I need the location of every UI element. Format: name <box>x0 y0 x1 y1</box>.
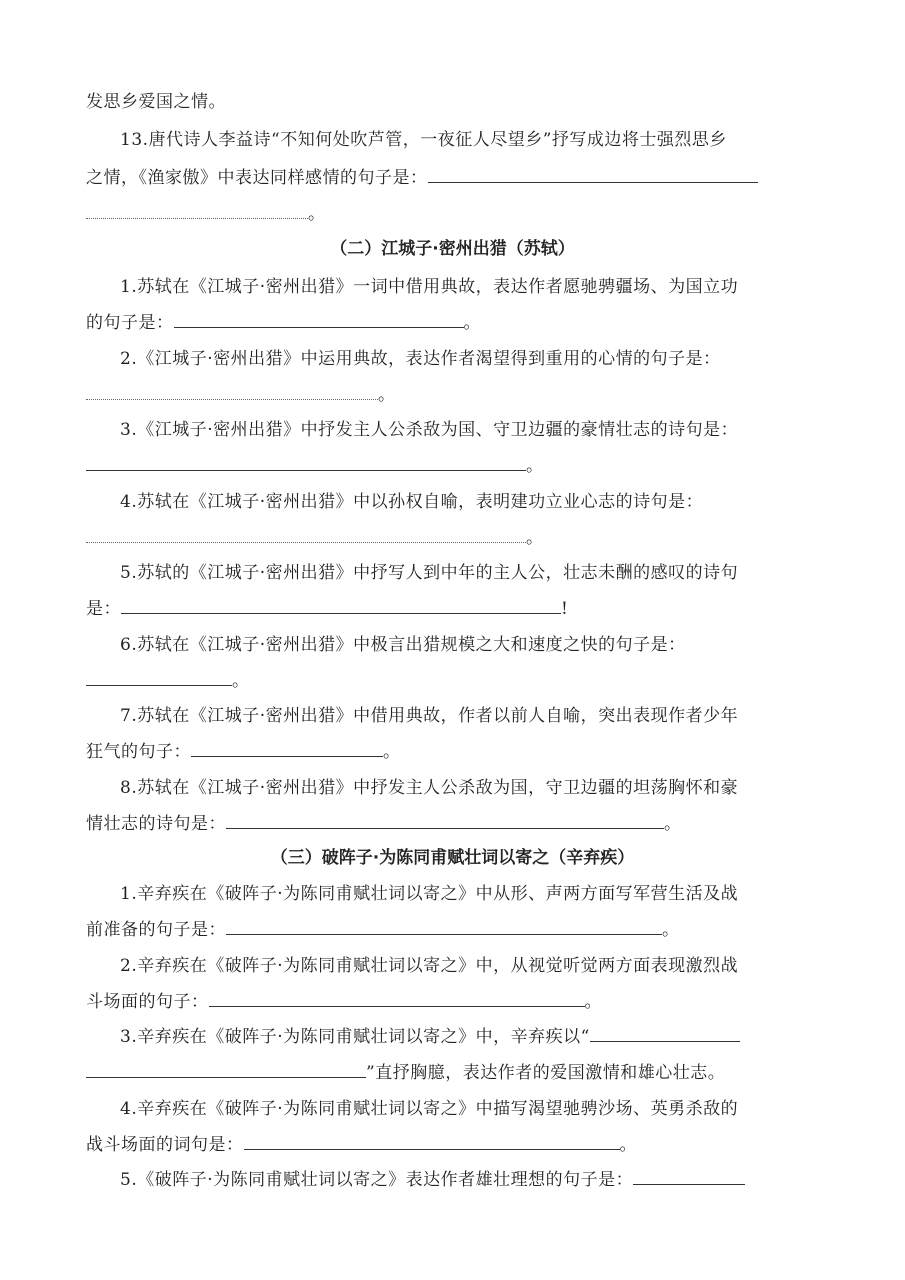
s2-q6-answer-blank[interactable] <box>86 671 232 686</box>
s3-q4-answer-blank[interactable] <box>244 1135 620 1150</box>
s2-q5-answer-blank[interactable] <box>121 599 561 614</box>
s2-q7-line2: 狂气的句子： 。 <box>86 742 401 762</box>
section3-heading: （三）破阵子·为陈同甫赋壮词以寄之（辛弃疾） <box>270 848 635 868</box>
s3-q5-answer-blank[interactable] <box>633 1170 745 1185</box>
s3-q1-answer-blank[interactable] <box>226 920 662 935</box>
s2-q8-answer-blank[interactable] <box>226 814 664 829</box>
s3-q4-line1: 4.辛弃疾在《破阵子·为陈同甫赋壮词以寄之》中描写渴望驰骋沙场、英勇杀敌的 <box>120 1099 739 1119</box>
q13-line1: 13.唐代诗人李益诗“不知何处吹芦管，一夜征人尽望乡”抒写成边将士强烈思乡 <box>120 130 727 150</box>
s2-q2-line2: 。 <box>86 383 396 407</box>
s2-q6-line2: 。 <box>86 669 250 693</box>
s2-q4-line1: 4.苏轼在《江城子·密州出猎》中以孙权自喻，表明建功立业心志的诗句是： <box>120 492 704 512</box>
s3-q4-line2: 战斗场面的词句是： 。 <box>86 1135 637 1155</box>
s2-q4-line2: 。 <box>86 526 544 550</box>
s2-q3-answer-blank[interactable] <box>86 456 526 471</box>
q13-answer-blank[interactable] <box>428 168 758 183</box>
s2-q5-line2: 是： ! <box>86 599 569 619</box>
s3-q3-line1: 3.辛弃疾在《破阵子·为陈同甫赋壮词以寄之》中，辛弃疾以“ <box>120 1025 740 1049</box>
s3-q2-line2: 斗场面的句子： 。 <box>86 992 602 1012</box>
s3-q2-answer-blank[interactable] <box>209 992 585 1007</box>
s2-q2-line1: 2.《江城子·密州出猎》中运用典故，表达作者渴望得到重用的心情的句子是： <box>120 349 721 369</box>
s3-q3-answer-blank[interactable] <box>590 1027 740 1042</box>
s2-q1-answer-blank[interactable] <box>174 313 464 328</box>
s3-q2-line1: 2.辛弃疾在《破阵子·为陈同甫赋壮词以寄之》中，从视觉听觉两方面表现激烈战 <box>120 956 739 976</box>
s3-q1-line1: 1.辛弃疾在《破阵子·为陈同甫赋壮词以寄之》中从形、声两方面写军营生活及战 <box>120 884 739 904</box>
s3-q1-line2: 前准备的句子是： 。 <box>86 920 680 940</box>
s3-q3-line2: ”直抒胸臆，表达作者的爱国激情和雄心壮志。 <box>86 1061 725 1085</box>
s2-q6-line1: 6.苏轼在《江城子·密州出猎》中极言出猎规模之大和速度之快的句子是： <box>120 635 686 655</box>
s2-q8-line1: 8.苏轼在《江城子·密州出猎》中抒发主人公杀敌为国，守卫边疆的坦荡胸怀和豪 <box>120 778 739 798</box>
s2-q5-line1: 5.苏轼的《江城子·密州出猎》中抒写人到中年的主人公，壮志未酬的感叹的诗句 <box>120 563 739 583</box>
s2-q8-line2: 情壮志的诗句是： 。 <box>86 814 682 834</box>
section2-heading: （二）江城子·密州出猎（苏轼） <box>330 239 575 259</box>
s2-q4-answer-blank[interactable] <box>86 528 526 543</box>
s2-q3-line1: 3.《江城子·密州出猎》中抒发主人公杀敌为国、守卫边疆的豪情壮志的诗句是： <box>120 420 739 440</box>
s2-q7-line1: 7.苏轼在《江城子·密州出猎》中借用典故，作者以前人自喻，突出表现作者少年 <box>120 706 739 726</box>
intro-end-text: 发思乡爱国之情。 <box>86 92 226 112</box>
s2-q3-line2: 。 <box>86 454 544 478</box>
s2-q1-line1: 1.苏轼在《江城子·密州出猎》一词中借用典故，表达作者愿驰骋疆场、为国立功 <box>120 277 739 297</box>
s3-q3-answer-blank-cont[interactable] <box>86 1063 366 1078</box>
s2-q7-answer-blank[interactable] <box>191 742 383 757</box>
s3-q5-line1: 5.《破阵子·为陈同甫赋壮词以寄之》表达作者雄壮理想的句子是： <box>120 1168 745 1192</box>
q13-answer-blank-cont[interactable] <box>86 204 308 219</box>
s2-q2-answer-blank[interactable] <box>86 385 378 400</box>
s2-q1-line2: 的句子是： 。 <box>86 313 481 333</box>
q13-line2: 之情，《渔家傲》中表达同样感情的句子是： <box>86 166 758 190</box>
q13-line3: 。 <box>86 202 326 226</box>
